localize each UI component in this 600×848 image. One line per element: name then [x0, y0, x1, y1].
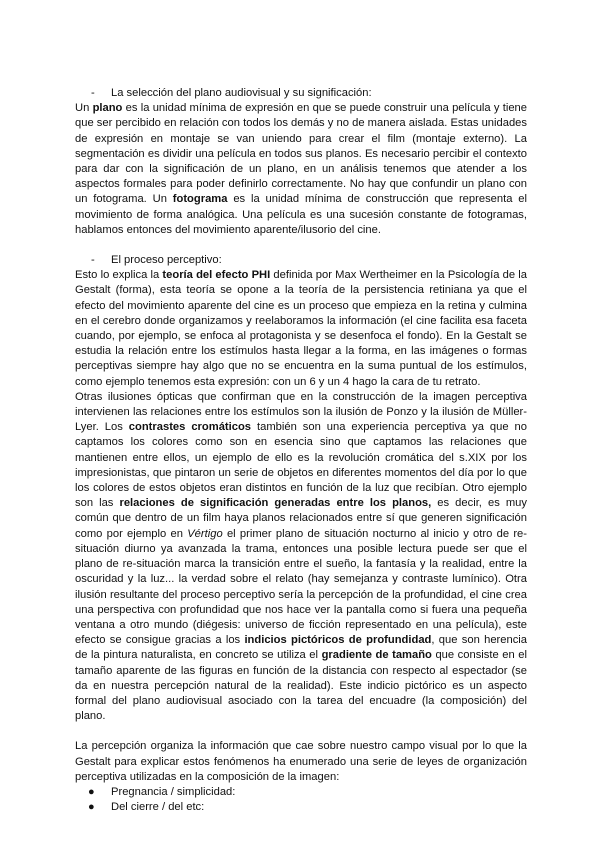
- paragraph-ilusiones-opticas: Otras ilusiones ópticas que confirman que en la construcción de la imagen perceptiva intervienen las relaciones entre los estímulos son la ilusión de Ponzo y la ilusión de Müller-Lyer. Los contrastes cromáticos también son una experiencia perceptiva ya que no captamos los colores como son en esencia sino que captamos las relaciones que mantienen entre ellos, un ejemplo de ello es la revolución cromática del s.XIX por los impresionistas, que pintaron un serie de objetos en diferentes momentos del día por lo que los colores de estos objetos eran distintos en función de la luz que recibían. Otro ejemplo son las relaciones de significación generadas entre los planos, es decir, es muy común que dentro de un film haya planos relacionados entre sí que generen significación como por ejemplo en Vértigo el primer plano de situación nocturno al inicio y otro de re-situación diurno ya avanzada la trama, entonces una posible lectura puede ser que el plano de re-situación marca la transición entre el sueño, la fantasía y la realidad, entre la oscuridad y la luz... la verdad sobre el relato (hay semejanza y contraste lumínico). Otra ilusión resultante del proceso perceptivo sería la percepción de la profundidad, el cine crea una perspectiva con profundidad que nos hace ver la pantalla como si fuera una pequeña ventana a otro mundo (diégesis: universo de ficción representado en una película), este efecto se consigue gracias a los indicios pictóricos de profundidad, que son herencia de la pintura naturalista, en concreto se utiliza el gradiente de tamaño que consiste en el tamaño aparente de las figuras en función de la distancia con respecto al espectador (se da en nuestra percepción natural de la realidad). Este indicio pictórico es un aspecto formal del plano audiovisual asociado con la tarea del encuadre (la composición) del plano.: [75, 390, 528, 723]
- paragraph-plano: Un plano es la unidad mínima de expresión en que se puede construir una película y tiene que ser percibido en relación con todos los demás y no de manera aislada. Estas unidades de expresión en montaje se van uniendo para crear el film (montaje externo). La segmentación es dividir una película en todos sus planos. Es necesario percibir el contexto para dar con la significación de un plano, en un análisis tenemos que atender a los aspectos formales para poder definirlo correctamente. No hay que confundir un plano con un fotograma. Un fotograma es la unidad mínima de construcción que representa el movimiento de forma analógica. Una película es una sucesión constante de fotogramas, hablamos entonces del movimiento aparente/ilusorio del cine.: [75, 102, 527, 236]
- paragraph-efecto-phi: Esto lo explica la teoría del efecto PHI definida por Max Wertheimer en la Psicología de la Gestalt (forma), esta teoría se opone a la teoría de la persistencia retiniana ya que el efecto del movimiento aparente del cine es un proceso que empieza en la retina y culmina en el cerebro donde organizamos y reelaboramos la información (el cine facilita esa faceta cuando, por ejemplo, se enfoca al protagonista y se desenfoca el fondo). En la Gestalt se estudia la relación entre los estímulos hasta llegar a la forma, en las imágenes o formas perceptivas siempre hay algo que no se encuentra en la suma puntual de los estímulos, como ejemplo tenemos esta expresión: con un 6 y un 4 hago la cara de tu retrato.: [75, 269, 527, 388]
- term-contrastes-cromaticos: contrastes cromáticos: [128, 421, 252, 434]
- dash-marker: -: [91, 254, 95, 267]
- term-indicios-pictoricos: indicios pictóricos de profundidad: [244, 634, 432, 647]
- list-item: ● Del cierre / del etc:: [75, 800, 527, 815]
- document-page: [75, 86, 527, 815]
- bullet-marker: ●: [88, 785, 95, 798]
- paragraph-leyes-gestalt: La percepción organiza la información que cae sobre nuestro campo visual por lo que la Gestalt para explicar estos fenómenos ha enumerado una serie de leyes de organización perceptiva utilizadas en la composición de la imagen:: [75, 740, 527, 783]
- term-relaciones-significacion: relaciones de significación generadas entre los planos,: [119, 497, 432, 510]
- term-gradiente-tamano: gradiente de tamaño: [321, 649, 432, 662]
- section-heading-proceso: [75, 253, 527, 268]
- section-heading-text: El proceso perceptivo:: [111, 254, 222, 267]
- list-item: ● Pregnancia / simplicidad:: [75, 785, 527, 800]
- film-title-vertigo: Vértigo: [187, 527, 223, 540]
- term-fotograma: fotograma: [172, 193, 228, 206]
- section-heading-text: La selección del plano audiovisual y su significación:: [111, 87, 372, 99]
- section-heading-plano: [75, 86, 527, 101]
- term-efecto-phi: teoría del efecto PHI: [162, 269, 271, 282]
- term-plano: plano: [92, 102, 123, 115]
- dash-marker: -: [91, 87, 95, 99]
- bullet-marker: ●: [88, 801, 95, 814]
- gestalt-laws-list: [75, 785, 527, 815]
